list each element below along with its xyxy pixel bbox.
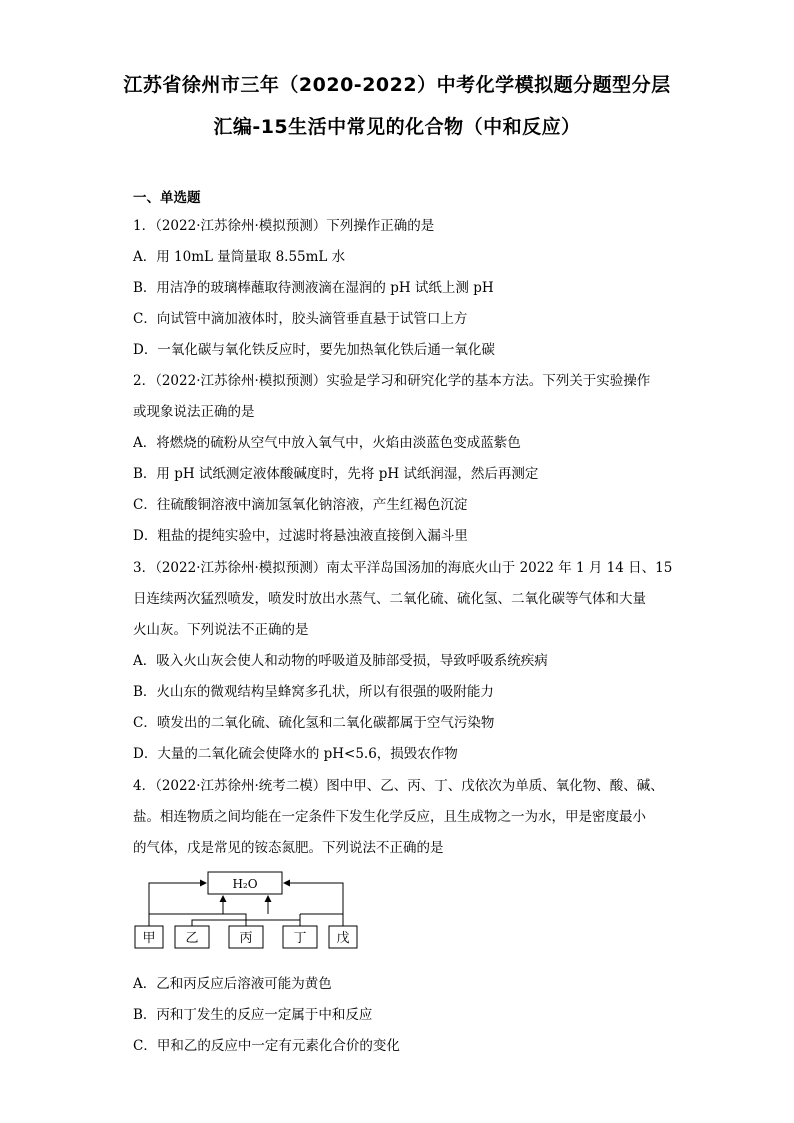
q3-option-d: D．大量的二氧化硫会使降水的 pH<5.6，损毁农作物: [133, 746, 458, 762]
q1-option-c: C．向试管中滴加液体时，胶头滴管垂直悬于试管口上方: [133, 311, 468, 327]
label-ding: 丁: [293, 931, 307, 946]
label-jia: 甲: [142, 931, 156, 946]
q1-option-b: B．用洁净的玻璃棒蘸取待测液滴在湿润的 pH 试纸上测 pH: [133, 280, 494, 296]
q4-stem-line-3: 的气体，戊是常见的铵态氮肥。下列说法不正确的是: [133, 840, 444, 856]
q1-option-d: D．一氧化碳与氧化铁反应时，要先加热氧化铁后通一氧化碳: [133, 342, 495, 358]
water-label: H₂O: [232, 877, 258, 891]
q3-option-b: B．火山东的微观结构呈蜂窝多孔状，所以有很强的吸附能力: [133, 684, 494, 700]
q3-option-a: A．吸入火山灰会使人和动物的呼吸道及肺部受损，导致呼吸系统疾病: [133, 653, 548, 669]
q3-stem-line-3: 火山灰。下列说法不正确的是: [133, 622, 309, 638]
document-title-line-2: 汇编-15生活中常见的化合物（中和反应）: [213, 116, 581, 138]
q1-stem-line-1: 1．（2022·江苏徐州·模拟预测）下列操作正确的是: [133, 218, 435, 234]
q4-stem-line-1: 4．（2022·江苏徐州·统考二模）图中甲、乙、丙、丁、戊依次为单质、氧化物、酸、碱、: [133, 778, 664, 794]
q4-option-c: C．甲和乙的反应中一定有元素化合价的变化: [133, 1038, 400, 1054]
document-title-line-1: 江苏省徐州市三年（2020-2022）中考化学模拟题分题型分层: [123, 74, 671, 96]
q3-stem-line-2: 日连续两次猛烈喷发，喷发时放出水蒸气、二氧化硫、硫化氢、二氧化碳等气体和大量: [133, 591, 646, 607]
label-bing: 丙: [239, 931, 253, 946]
q2-option-d: D．粗盐的提纯实验中，过滤时将悬浊液直接倒入漏斗里: [133, 528, 468, 544]
q1-option-a: A．用 10mL 量筒量取 8.55mL 水: [133, 249, 346, 265]
q2-stem-line-2: 或现象说法正确的是: [133, 404, 255, 420]
q2-option-a: A．将燃烧的硫粉从空气中放入氧气中，火焰由淡蓝色变成蓝紫色: [133, 435, 521, 451]
q3-stem-line-1: 3．（2022·江苏徐州·模拟预测）南太平洋岛国汤加的海底火山于 2022 年 1 月 14 日、15: [133, 560, 673, 576]
reaction-diagram: [133, 868, 373, 952]
q2-option-b: B．用 pH 试纸测定液体酸碱度时，先将 pH 试纸润湿，然后再测定: [133, 466, 539, 482]
q4-option-b: B．丙和丁发生的反应一定属于中和反应: [133, 1007, 373, 1023]
label-yi: 乙: [185, 931, 199, 946]
q4-option-a: A．乙和丙反应后溶液可能为黄色: [133, 976, 332, 992]
section-heading: 一、单选题: [133, 190, 201, 206]
q2-stem-line-1: 2．（2022·江苏徐州·模拟预测）实验是学习和研究化学的基本方法。下列关于实验操作: [133, 373, 651, 389]
q3-option-c: C．喷发出的二氧化硫、硫化氢和二氧化碳都属于空气污染物: [133, 715, 495, 731]
q2-option-c: C．往硫酸铜溶液中滴加氢氧化钠溶液，产生红褐色沉淀: [133, 497, 468, 513]
label-wu: 戊: [336, 931, 350, 946]
q4-stem-line-2: 盐。相连物质之间均能在一定条件下发生化学反应，且生成物之一为水，甲是密度最小: [133, 809, 646, 825]
